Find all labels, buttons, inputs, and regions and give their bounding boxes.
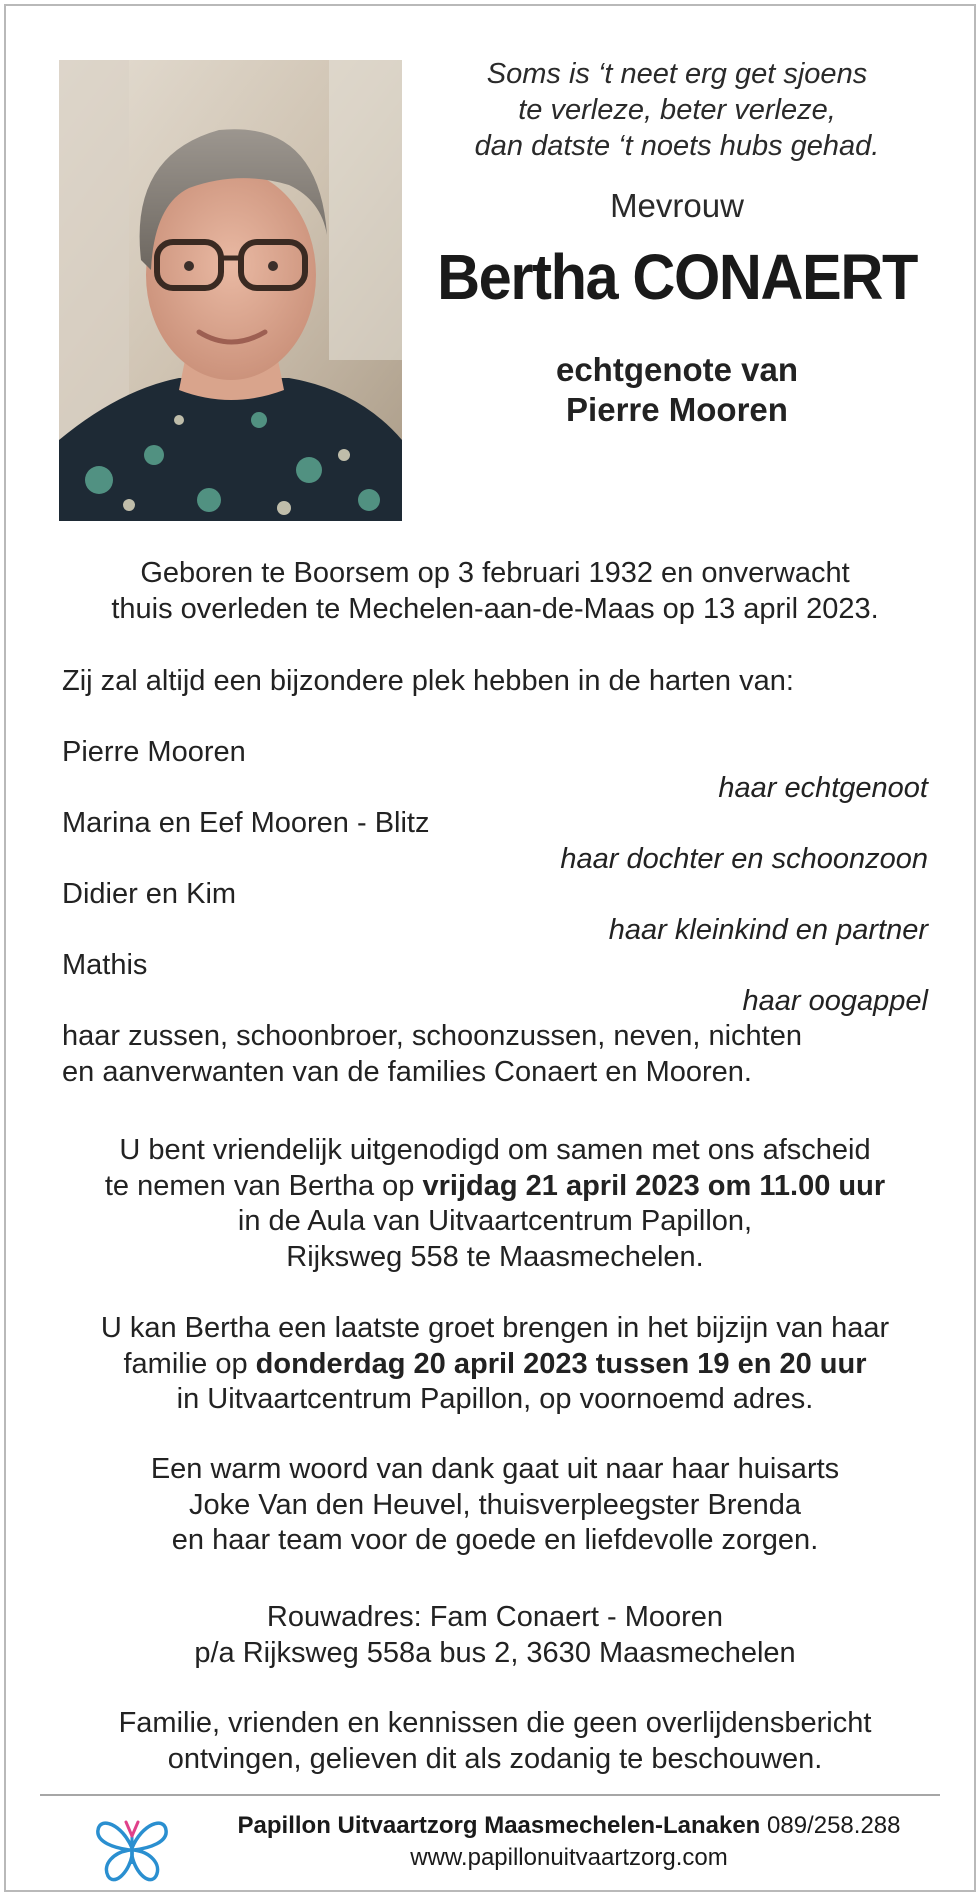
family-member-name: Pierre Mooren — [62, 736, 246, 768]
text-line: thuis overleden te Mechelen-aan-de-Maas op 13 april 2023. — [111, 592, 879, 625]
spouse-line: Pierre Mooren — [566, 391, 788, 428]
text-line: Joke Van den Heuvel, thuisverpleegster Brenda — [188, 1488, 802, 1521]
header — [416, 56, 938, 430]
notice — [62, 1706, 928, 1777]
family-relation: haar dochter en schoonzoon — [560, 842, 928, 875]
deceased-name: Bertha CONAERT — [437, 241, 917, 313]
text-line: en aanverwanten van de families Conaert en Mooren. — [62, 1055, 752, 1088]
salutation: Mevrouw — [610, 187, 744, 224]
text-line: ontvingen, gelieven dit als zodanig te beschouwen. — [167, 1742, 823, 1775]
text-span: te nemen van Bertha op — [104, 1169, 423, 1202]
portrait-photo — [59, 60, 402, 521]
visitation-date: donderdag 20 april 2023 tussen 19 en 20 uur — [255, 1347, 867, 1380]
text-line: in Uitvaartcentrum Papillon, op voornoemd adres. — [176, 1383, 814, 1415]
family-member-name: Didier en Kim — [62, 878, 237, 910]
footer-line — [174, 1810, 964, 1842]
text-line: Rijksweg 558 te Maasmechelen. — [286, 1240, 704, 1273]
divider — [40, 1794, 940, 1796]
birth-death — [62, 556, 928, 627]
poem — [416, 56, 938, 164]
poem-line: Soms is ‘t neet erg get sjoens — [486, 58, 868, 90]
text-line: Rouwadres: Fam Conaert - Mooren — [266, 1601, 724, 1633]
visitation-info — [62, 1311, 928, 1418]
poem-line: dan datste ‘t noets hubs gehad. — [474, 130, 880, 162]
company-name: Papillon Uitvaartzorg Maasmechelen-Lanaken — [237, 1812, 761, 1839]
funeral-info — [62, 1133, 928, 1275]
footer-text — [174, 1810, 964, 1874]
family-relation: haar kleinkind en partner — [608, 913, 928, 946]
butterfly-logo-icon — [92, 1806, 172, 1886]
family-list — [62, 735, 928, 1090]
text-line — [62, 1169, 928, 1205]
text-line: p/a Rijksweg 558a bus 2, 3630 Maasmechelen — [194, 1636, 796, 1669]
poem-line: te verleze, beter verleze, — [518, 94, 836, 126]
obituary-card — [4, 4, 976, 1892]
mourning-address — [62, 1600, 928, 1671]
spouse-line: echtgenote van — [555, 351, 799, 388]
text-line: U kan Bertha een laatste groet brengen in het bijzijn van haar — [100, 1312, 890, 1344]
website: www.papillonuitvaartzorg.com — [410, 1844, 728, 1871]
family-relation: haar oogappel — [742, 984, 928, 1017]
spouse-info — [416, 350, 938, 430]
text-line — [62, 1347, 928, 1383]
text-line: Geboren te Boorsem op 3 februari 1932 en onverwacht — [140, 557, 850, 589]
text-span: familie op — [123, 1347, 256, 1380]
text-line: haar zussen, schoonbroer, schoonzussen, neven, nichten — [62, 1020, 802, 1052]
text-line: in de Aula van Uitvaartcentrum Papillon, — [237, 1205, 753, 1237]
text-line: Familie, vrienden en kennissen die geen overlijdensbericht — [118, 1707, 872, 1739]
intro-text: Zij zal altijd een bijzondere plek hebben in de harten van: — [62, 665, 794, 697]
funeral-date: vrijdag 21 april 2023 om 11.00 uur — [422, 1169, 886, 1202]
family-relation: haar echtgenoot — [718, 771, 928, 804]
text-line: U bent vriendelijk uitgenodigd om samen met ons afscheid — [119, 1134, 871, 1166]
family-member-name: Marina en Eef Mooren - Blitz — [62, 807, 430, 839]
phone-number: 089/258.288 — [767, 1812, 901, 1839]
text-line: Een warm woord van dank gaat uit naar haar huisarts — [150, 1453, 840, 1485]
text-line: en haar team voor de goede en liefdevolle zorgen. — [171, 1524, 819, 1556]
thanks — [62, 1452, 928, 1559]
family-member-name: Mathis — [62, 949, 148, 981]
